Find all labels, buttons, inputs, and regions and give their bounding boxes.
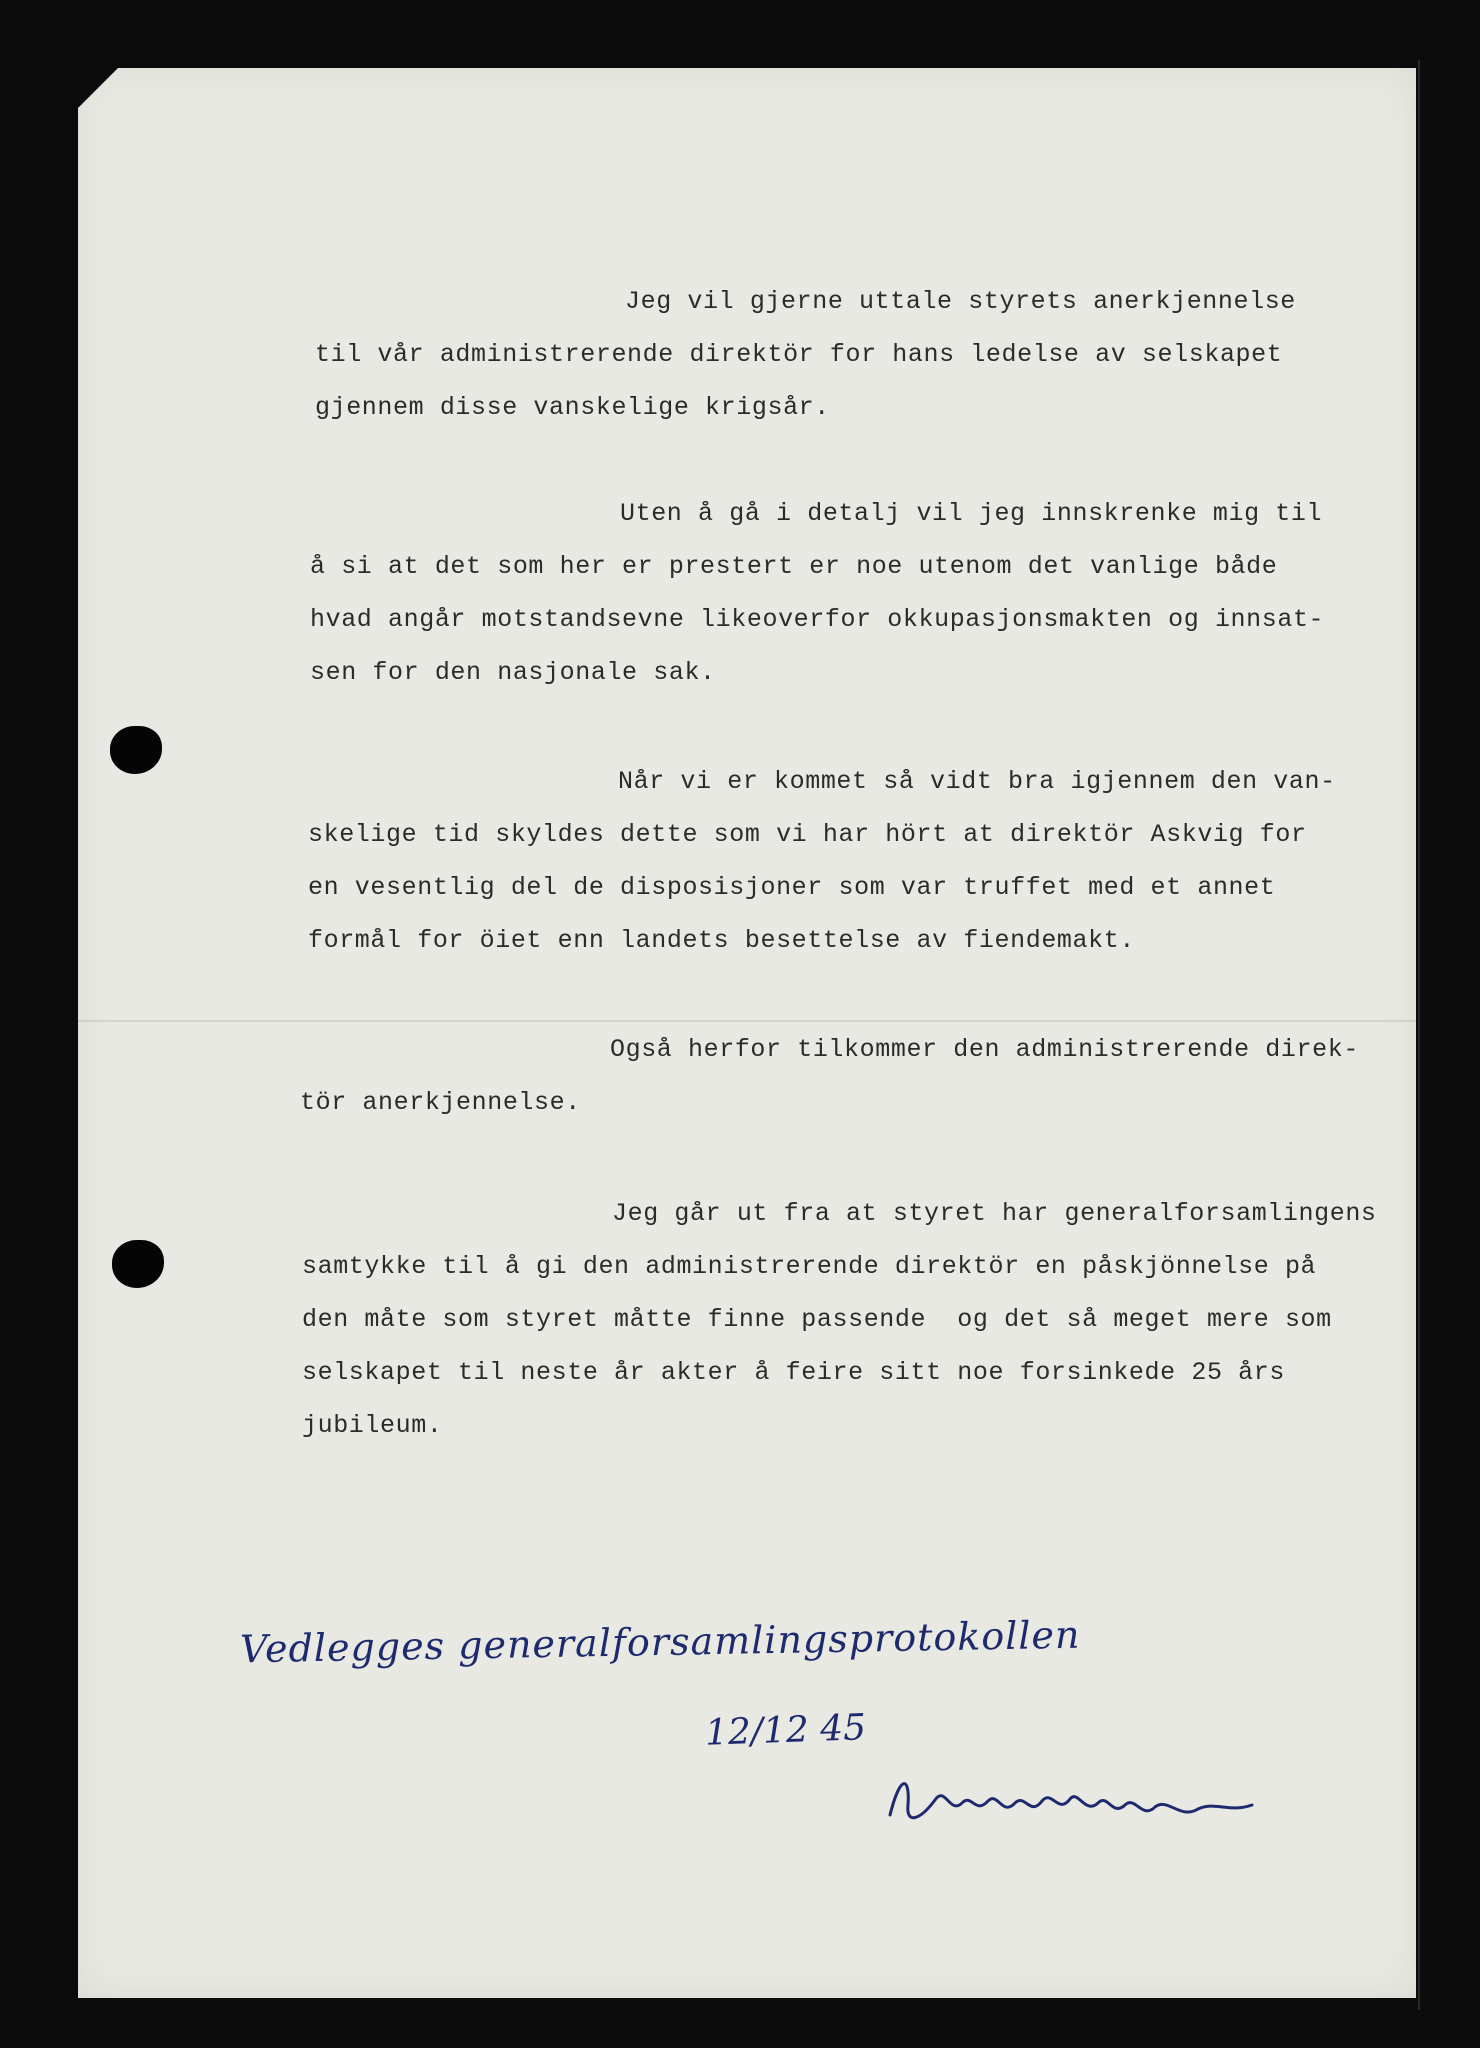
- text-line: til vår administrerende direktör for hans ledelse av selskapet: [315, 340, 1283, 369]
- handwritten-signature: [880, 1765, 1260, 1835]
- text-line: selskapet til neste år akter å feire sitt noe forsinkede 25 års: [302, 1358, 1285, 1387]
- paragraph-resistance: [310, 487, 1324, 699]
- binding-strip: [1418, 60, 1450, 2010]
- text-line: tör anerkjennelse.: [300, 1088, 581, 1117]
- paragraph-dispositions: [308, 755, 1336, 967]
- text-line: Uten å gå i detalj vil jeg innskrenke mig til: [620, 499, 1323, 528]
- handwritten-note: Vedlegges generalforsamlingsprotokollen: [239, 1612, 1081, 1672]
- text-line: Jeg vil gjerne uttale styrets anerkjennelse: [625, 287, 1296, 316]
- text-line: skelige tid skyldes dette som vi har hört at direktör Askvig for: [308, 820, 1307, 849]
- paragraph-bonus: [302, 1187, 1377, 1452]
- handwritten-date: 12/12 45: [704, 1707, 867, 1754]
- text-line: gjennem disse vanskelige krigsår.: [315, 393, 830, 422]
- paragraph-recognition: [300, 1023, 1359, 1129]
- text-line: jubileum.: [302, 1411, 443, 1440]
- text-line: Når vi er kommet så vidt bra igjennem den van-: [618, 767, 1336, 796]
- text-line: Også herfor tilkommer den administrerende direk-: [610, 1035, 1359, 1064]
- folded-corner: [78, 68, 118, 108]
- paper-fold-crease: [78, 1020, 1416, 1022]
- text-line: den måte som styret måtte finne passende og det så meget mere som: [302, 1305, 1332, 1334]
- paragraph-acknowledgement: [315, 275, 1296, 434]
- text-line: sen for den nasjonale sak.: [310, 658, 716, 687]
- text-line: samtykke til å gi den administrerende direktör en påskjönnelse på: [302, 1252, 1317, 1281]
- text-line: å si at det som her er prestert er noe utenom det vanlige både: [310, 552, 1278, 581]
- text-line: Jeg går ut fra at styret har generalforsamlingens: [612, 1199, 1377, 1228]
- text-line: hvad angår motstandsevne likeoverfor okkupasjonsmakten og innsat-: [310, 605, 1325, 634]
- text-line: en vesentlig del de disposisjoner som var truffet med et annet: [308, 873, 1276, 902]
- text-line: formål for öiet enn landets besettelse av fiendemakt.: [308, 926, 1135, 955]
